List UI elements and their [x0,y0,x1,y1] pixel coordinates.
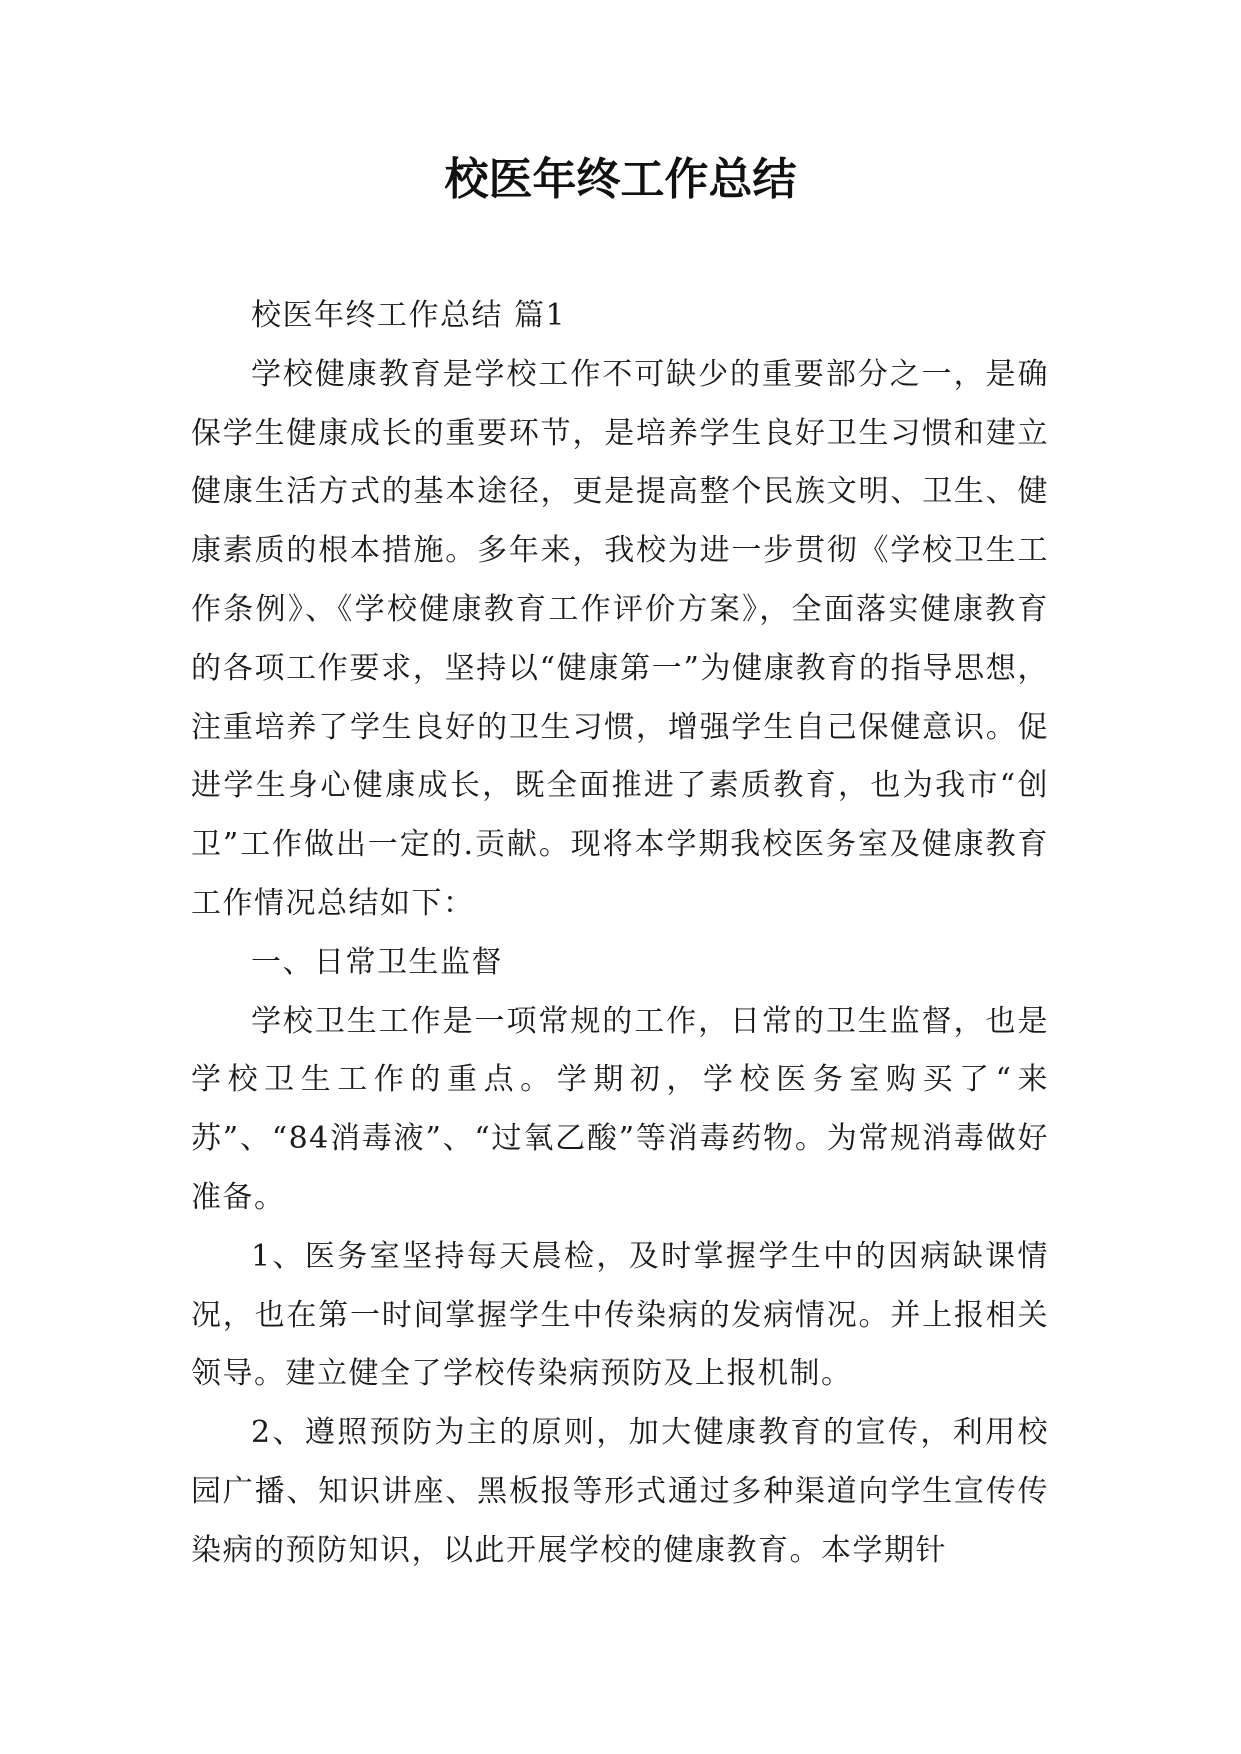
document-body [191,287,1049,1581]
paragraph-item-1: 1、医务室坚持每天晨检，及时掌握学生中的因病缺课情况，也在第一时间掌握学生中传染病的发病情况。并上报相关领导。建立健全了学校传染病预防及上报机制。 [191,1238,1049,1392]
section-heading-part-1: 校医年终工作总结 篇1 [251,298,567,333]
paragraph-daily-supervision: 学校卫生工作是一项常规的工作，日常的卫生监督，也是学校卫生工作的重点。学期初，学校医务室购买了“来苏”、“84消毒液”、“过氧乙酸”等消毒药物。为常规消毒做好准备。 [191,1003,1049,1215]
paragraph-item-2: 2、遵照预防为主的原则，加大健康教育的宣传，利用校园广播、知识讲座、黑板报等形式通过多种渠道向学生宣传传染病的预防知识，以此开展学校的健康教育。本学期针 [191,1415,1049,1568]
document-title: 校医年终工作总结 [444,154,797,205]
section-heading-daily-supervision: 一、日常卫生监督 [251,944,503,980]
paragraph-intro: 学校健康教育是学校工作不可缺少的重要部分之一，是确保学生健康成长的重要环节，是培养学生良好卫生习惯和建立健康生活方式的基本途径，更是提高整个民族文明、卫生、健康素质的根本措施。多年来，我校为进一步贯彻《学校卫生工作条例》、《学校健康教育工作评价方案》，全面落实健康教育的各项工作要求，坚持以“健康第一”为健康教育的指导思想，注重培养了学生良好的卫生习惯，增强学生自己保健意识。促进学生身心健康成长，既全面推进了素质教育，也为我市“创卫”工作做出一定的.贡献。现将本学期我校医务室及健康教育工作情况总结如下： [191,356,1049,921]
